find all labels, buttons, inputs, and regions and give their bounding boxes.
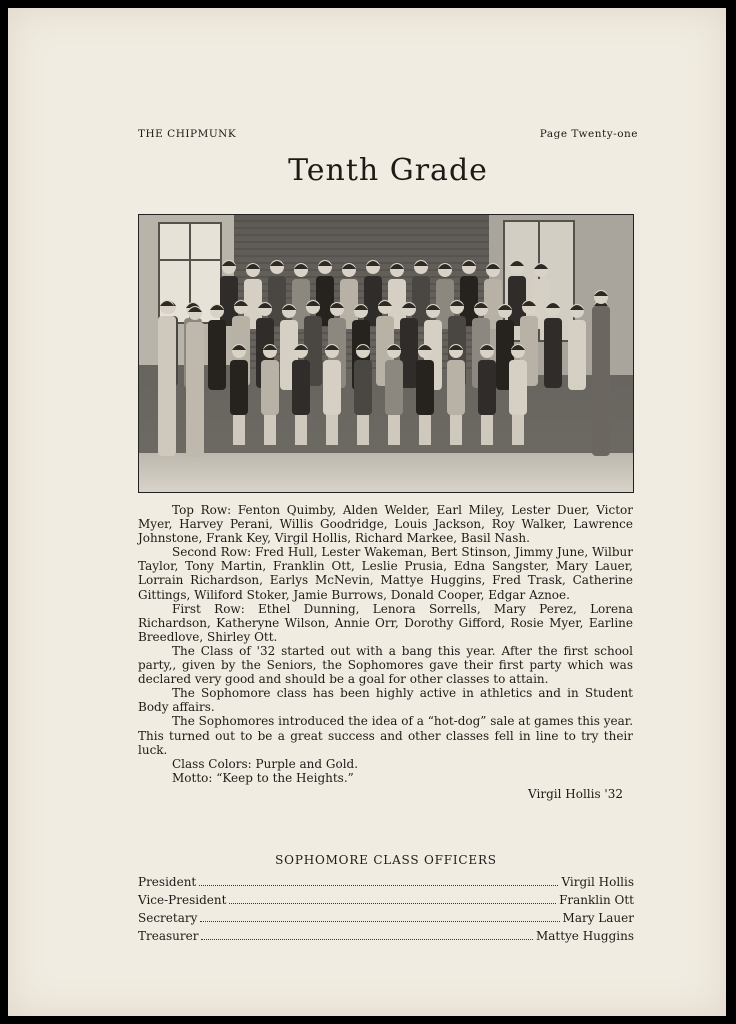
history-paragraph: The Class of '32 started out with a bang this year. After the first school party,, given by the Seniors, the Sophomores gave their first party which was declared very good and should be a goal for other classes to attain. — [138, 643, 633, 687]
officer-name: Franklin Ott — [559, 893, 634, 907]
second-row-names: Second Row: Fred Hull, Lester Wakeman, Bert Stinson, Jimmy June, Wilbur Taylor, Tony Martin, Franklin Ott, Leslie Prusia, Edna Sangster, Mary Lauer, Lorrain Richardson, Earlys McNevin, Mattye Huggins, Fred Trask, Catherine Gittings, Wiliford Stoker, Jamie Burrows, Donald Cooper, Edgar Aznoe. — [138, 545, 633, 602]
publication-name: THE CHIPMUNK — [138, 128, 237, 140]
class-photo — [138, 214, 634, 493]
officer-role: Secretary — [138, 911, 198, 925]
dot-leader — [229, 903, 556, 904]
officer-name: Mary Lauer — [562, 911, 634, 925]
class-officers — [138, 853, 634, 947]
officer-row — [138, 911, 634, 929]
class-photo-icon — [139, 215, 633, 492]
officer-role: Vice-President — [138, 893, 227, 907]
dot-leader — [200, 921, 559, 922]
officer-role: President — [138, 875, 197, 889]
class-colors: Class Colors: Purple and Gold. — [172, 756, 359, 771]
officer-name: Virgil Hollis — [561, 875, 634, 889]
top-row-names: Top Row: Fenton Quimby, Alden Welder, Earl Miley, Lester Duer, Victor Myer, Harvey Perani, Willis Goodridge, Louis Jackson, Roy Walker, Lawrence Johnstone, Frank Key, Virgil Hollis, Richard Markee, Basil Nash. — [138, 503, 633, 546]
officer-row — [138, 929, 634, 947]
history-paragraph: The Sophomore class has been highly active in athletics and in Student Body affairs. — [138, 686, 633, 715]
officer-row — [138, 875, 634, 893]
officers-heading: SOPHOMORE CLASS OFFICERS — [275, 853, 497, 867]
dot-leader — [199, 885, 558, 886]
first-row-names: First Row: Ethel Dunning, Lenora Sorrells, Mary Perez, Lorena Richardson, Katheryne Wilson, Annie Orr, Dorothy Gifford, Rosie Myer, Earline Breedlove, Shirley Ott. — [138, 601, 633, 644]
page-number: Page Twenty-one — [539, 128, 638, 140]
officer-name: Mattye Huggins — [535, 929, 634, 943]
yearbook-page — [8, 8, 726, 1016]
dot-leader — [201, 939, 532, 940]
class-motto: Motto: “Keep to the Heights.” — [172, 770, 354, 785]
officer-row — [138, 893, 634, 911]
caption-and-class-history — [138, 503, 633, 801]
history-paragraph: The Sophomores introduced the idea of a “hot-dog” sale at games this year. This turned out to be a great success and other classes fell in line to try their luck. — [138, 714, 634, 757]
officer-role: Treasurer — [138, 929, 199, 943]
author-signature: Virgil Hollis '32 — [528, 786, 623, 801]
page-title: Tenth Grade — [288, 153, 488, 188]
